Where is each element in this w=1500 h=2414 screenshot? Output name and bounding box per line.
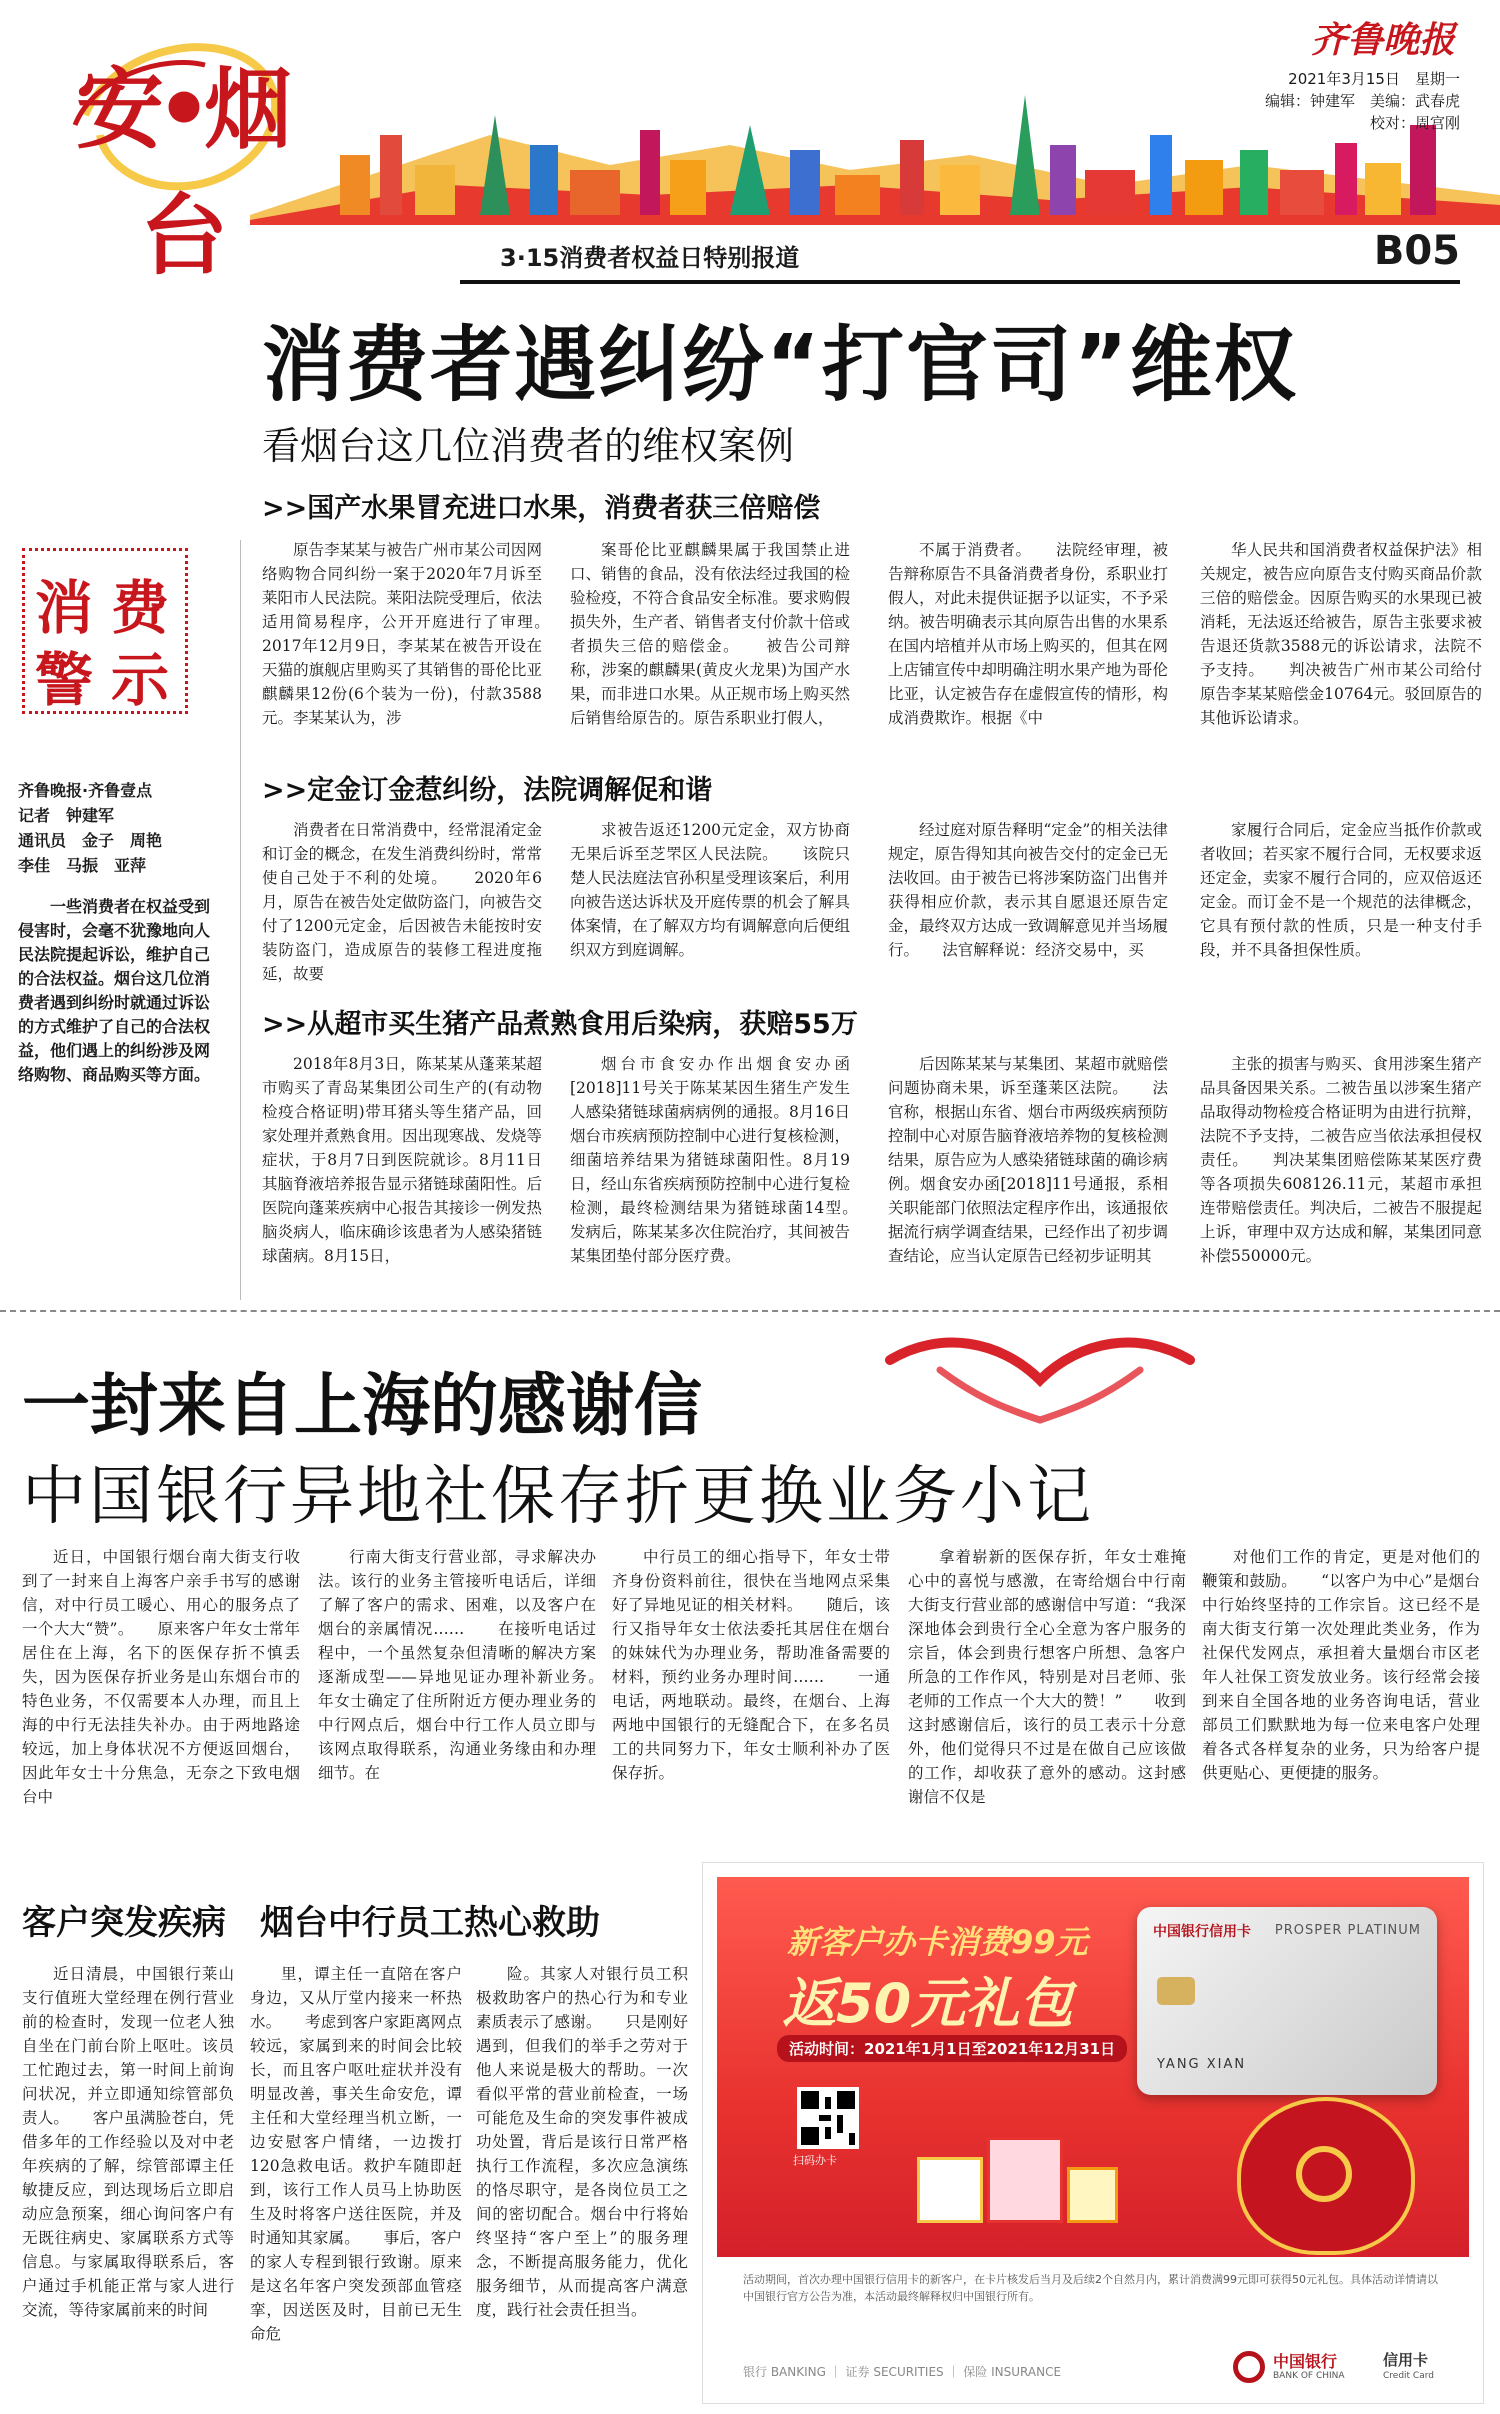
gift-box — [1067, 2167, 1118, 2223]
ad-period: 活动时间：2021年1月1日至2021年12月31日 — [777, 2035, 1127, 2062]
ad-line2: 返50元礼包 — [782, 1972, 1074, 2035]
card-label: 信用卡 — [1383, 2351, 1429, 2369]
ad-banner — [717, 1877, 1469, 2257]
heart-ribbon-icon — [880, 1320, 1200, 1430]
case1-col2: 案哥伦比亚麒麟果属于我国禁止进口、销售的食品，没有依法经过我国的检验检疫，不符合食品安全标准。要求购假损失外，生产者、销售者支付价款十倍或者损失三倍的赔偿金。 被告公司辩称，涉案的麒麟果(黄皮火龙果)为国产水果，而非进口水果。从正规市场上购买然后销售给原告的。原告系职业打假人， — [570, 541, 850, 727]
section-title: 3·15消费者权益日特别报道 — [500, 244, 800, 272]
page-number: B05 — [1373, 228, 1460, 274]
editor: 编辑：钟建军 — [1264, 92, 1355, 110]
logo — [55, 5, 305, 287]
correspondents: 通讯员 金子 周艳 — [18, 831, 163, 850]
letter-col2: 行南大街支行营业部，寻求解决办法。该行的业务主管接听电话后，详细了解了客户的需求、困难，以及客户在烟台的亲属情况…… 在接听电话过程中，一个虽然复杂但清晰的解决方案逐渐成型——异地见证办理补新业务。 年女士确定了住所附近方便办理业务的中行网点后，烟台中行工作人员立即与该网点取得联系，沟通业务缘由和办理细节。在 — [318, 1548, 596, 1782]
masthead — [0, 0, 1500, 287]
ad-fine-print: 活动期间，首次办理中国银行信用卡的新客户，在卡片核发后当月及后续2个自然月内，累计消费满99元即可获得50元礼包。具体活动详情请以中国银行官方公告为准，本活动最终解释权归中国银行所有。 — [743, 2273, 1438, 2303]
gift-box — [917, 2157, 983, 2223]
bank-logo-icon — [1296, 2146, 1352, 2202]
letter-col5: 对他们工作的肯定，更是对他们的鞭策和鼓励。 “以客户为中心”是烟台中行始终坚持的工作宗旨。这已经不是南大街支行第一次处理此类业务，作为社保代发网点，承担着大量烟台市区老年人社保工资发放业务。该行经常会接到来自全国各地的业务咨询电话，营业部员工们默默地为每一位来电客户处理着各式各样复杂的业务，只为给客户提供更贴心、更便捷的服务。 — [1202, 1548, 1480, 1782]
ad-line1: 新客户办卡消费99元 — [787, 1923, 1088, 1961]
masthead-rule — [460, 280, 1460, 284]
case3-col4: 主张的损害与购买、食用涉案生猪产品具备因果关系。二被告虽以涉案生猪产品取得动物检疫合格证明为由进行抗辩，法院不予支持，二被告应当依法承担侵权责任。 判决某集团赔偿陈某某医疗费等各项损失608126.11元，某超市承担连带赔偿责任。判决后，二被告不服提起上诉，审理中双方达成和解，某集团同意补偿550000元。 — [1200, 1055, 1482, 1265]
card-label-en: Credit Card — [1383, 2371, 1434, 2381]
card-holder: YANG XIAN — [1157, 2057, 1247, 2072]
paper-name: 齐鲁晚报 — [1310, 19, 1455, 61]
consumer-warning-stamp — [22, 548, 188, 714]
letter-subheadline: 中国银行异地社保存折更换业务小记 — [22, 1460, 1094, 1534]
stamp-char: 消 — [35, 574, 94, 642]
case1-title: >>国产水果冒充进口水果，消费者获三倍赔偿 — [262, 493, 821, 524]
stamp-char: 费 — [111, 574, 170, 642]
rescue-col3: 险。其家人对银行员工积极救助客户的热心行为和专业素质表示了感谢。 只是刚好遇到，但我们的举手之劳对于他人来说是极大的帮助。一次看似平常的营业前检查，一场可能危及生命的突发事件被成功处置，背后是该行日常严格执行工作流程，多次应急演练的恪尽职守，是各岗位员工之间的密切配合。烟台中行将始终坚持“客户至上”的服务理念，不断提高服务能力，优化服务细节，从而提高客户满意度，践行社会责任担当。 — [476, 1965, 688, 2319]
ad-footer: 银行 BANKING ｜ 证券 SECURITIES ｜ 保险 INSURANCE — [743, 2365, 1062, 2379]
lucky-bag — [1237, 2097, 1415, 2255]
weekday: 星期一 — [1414, 70, 1460, 88]
reporter: 记者 钟建军 — [18, 806, 115, 825]
case2-col1: 消费者在日常消费中，经常混淆定金和订金的概念，在发生消费纠纷时，常常使自己处于不利的处境。 2020年6月，原告在被告处定做防盗门，向被告交付了1200元定金，后因被告未能按时安装防盗门，造成原告的装修工程进度拖延，故要 — [262, 821, 542, 983]
date-line — [1288, 68, 1460, 89]
case3-col3: 后因陈某某与某集团、某超市就赔偿问题协商未果，诉至蓬莱区法院。 法官称，根据山东省、烟台市两级疾病预防控制中心对原告脑脊液培养物的复核检测结果，原告应为人感染猪链球菌的确诊病例。烟食安办函[2018]11号通报，系相关职能部门依照法定程序作出，该通报依据流行病学调查结果，已经作出了初步调查结论，应当认定原告已经初步证明其 — [888, 1055, 1168, 1265]
card-chip — [1157, 1977, 1195, 2005]
case3-col1: 2018年8月3日，陈某某从蓬莱某超市购买了青岛某集团公司生产的(有动物检疫合格证明)带耳猪头等生猪产品，回家处理并煮熟食用。因出现寒战、发烧等症状，于8月7日到医院就诊。8月11日其脑脊液培养报告显示猪链球菌阳性。后医院向蓬莱疾病中心报告其接诊一例发热脑炎病人，临床确诊该患者为人感染猪链球菌病。8月15日， — [262, 1055, 542, 1265]
credit-card-ad — [702, 1862, 1484, 2404]
case2-col4: 家履行合同后，定金应当抵作价款或者收回；若买家不履行合同，无权要求返还定金，卖家不履行合同的，应双倍返还定金。而订金不是一个规范的法律概念，它具有预付款的性质，只是一种支付手段，并不具备担保性质。 — [1200, 821, 1482, 959]
case1-col3: 不属于消费者。 法院经审理，被告辩称原告不具备消费者身份，系职业打假人，对此未提供证据予以证实，不予采纳。被告明确表示其向原告出售的水果系在国内培植并从市场上购买的，但其在网上店铺宣传中却明确注明水果产地为哥伦比亚，认定被告存在虚假宣传的情形，构成消费欺诈。根据《中 — [888, 541, 1168, 727]
case1-col4: 华人民共和国消费者权益保护法》相关规定，被告应向原告支付购买商品价款三倍的赔偿金。因原告购买的水果现已被消耗，无法返还给被告，原告主张要求被告退还货款3588元的诉讼请求，法院不予支持。 判决被告广州市某公司给付原告李某某赔偿金10764元。驳回原告的其他诉讼请求。 — [1200, 541, 1482, 727]
gift-box — [987, 2137, 1063, 2223]
letter-col4: 拿着崭新的医保存折，年女士难掩心中的喜悦与感激，在寄给烟台中行南大街支行营业部的感谢信中写道：“我深深地体会到贵行全心全意为客户服务的宗旨，体会到贵行想客户所想、急客户所急的工作作风，特别是对吕老师、张老师的工作点一个大大的赞！” 收到这封感谢信后，该行的员工表示十分意外，他们觉得只不过是在做自己应该做的工作，却收获了意外的感动。这封感谢信不仅是 — [908, 1548, 1186, 1806]
stamp-char: 警 — [35, 646, 94, 714]
qr-code-icon — [801, 2091, 855, 2145]
correspondents-2: 李佳 马振 亚萍 — [18, 856, 147, 875]
main-headline: 消费者遇纠纷“打官司”维权 — [262, 318, 1298, 413]
card-bank: 中国银行信用卡 — [1153, 1924, 1251, 1940]
boc-logo — [1233, 2347, 1463, 2391]
sidebar-lead: 一些消费者在权益受到侵害时，会毫不犹豫地向人民法院提起诉讼，维护自己的合法权益。烟台这几位消费者遇到纠纷时就通过诉讼的方式维护了自己的合法权益，他们遇上的纠纷涉及网络购物、商品购买等方面。 — [18, 897, 211, 1084]
date: 2021年3月15日 — [1288, 70, 1400, 88]
letter-col1: 近日，中国银行烟台南大街支行收到了一封来自上海客户亲手书写的感谢信，对中行员工暖心、用心的服务点了一个大大“赞”。 原来客户年女士常年居住在上海，名下的医保存折不慎丢失，因为医保存折业务是山东烟台市的特色业务，不仅需要本人办理，而且上海的中行无法挂失补办。由于两地路途较远，加上身体状况不方便返回烟台，因此年女士十分焦急，无奈之下致电烟台中 — [22, 1548, 300, 1806]
bank-name-en: BANK OF CHINA — [1273, 2371, 1345, 2381]
boc-logo-icon — [1233, 2351, 1265, 2383]
designer: 美编：武春虎 — [1369, 92, 1460, 110]
rescue-col2: 里，谭主任一直陪在客户身边，又从厅堂内接来一杯热水。 考虑到客户家距离网点较远，家属到来的时间会比较长，而且客户呕吐症状并没有明显改善，事关生命安危，谭主任和大堂经理当机立断，一边安慰客户情绪，一边拨打120急救电话。救护车随即赶到，该行工作人员马上协助医生及时将客户送往医院，并及时通知其家属。 事后，客户的家人专程到银行致谢。原来是这名年客户突发颈部血管痉挛，因送医及时，目前已无生命危 — [250, 1965, 462, 2343]
bank-name: 中国银行 — [1273, 2352, 1338, 2371]
case2-col3: 经过庭对原告释明“定金”的相关法律规定，原告得知其向被告交付的定金已无法收回。由于被告已将涉案防盗门出售并获得相应价款，表示其自愿退还原告定金，最终双方达成一致调解意见并当场履行。 法官解释说：经济交易中，买 — [888, 821, 1168, 959]
rescue-col1: 近日清晨，中国银行莱山支行值班大堂经理在例行营业前的检查时，发现一位老人独自坐在门前台阶上呕吐。该员工忙跑过去，第一时间上前询问状况，并立即通知综管部负责人。 客户虽满脸苍白，凭借多年的工作经验以及对中老年疾病的了解，综管部谭主任敏捷反应，到达现场后立即启动应急预案，细心询问客户有无既往病史、家属联系方式等信息。与家属取得联系后，客户通过手机能正常与家人进行交流，等待家属前来的时间 — [22, 1965, 234, 2319]
case3-col2: 烟台市食安办作出烟食安办函[2018]11号关于陈某某因生猪生产发生人感染猪链球菌病病例的通报。8月16日烟台市疾病预防控制中心进行复核检测，细菌培养结果为猪链球菌阳性。8月19日，经山东省疾病预防控制中心进行复检检测，最终检测结果为猪链球菌14型。 发病后，陈某某多次住院治疗，其间被告某集团垫付部分医疗费。 — [570, 1055, 850, 1265]
qr-code — [797, 2087, 859, 2149]
case1-col1: 原告李某某与被告广州市某公司因网络购物合同纠纷一案于2020年7月诉至莱阳市人民法院。莱阳法院受理后，依法适用简易程序，公开开庭进行了审理。 2017年12月9日，李某某在被告开设在天猫的旗舰店里购买了其销售的哥伦比亚麒麟果12份(6个装为一份)，付款3588元。李某某认为，涉 — [262, 541, 542, 727]
case2-title: >>定金订金惹纠纷，法院调解促和谐 — [262, 775, 713, 806]
sidebar-divider — [240, 540, 241, 1300]
logo-text: 安•烟台 — [75, 57, 285, 287]
editor-line — [1265, 90, 1460, 111]
proofreader: 校对：周宫刚 — [1369, 114, 1460, 132]
letter-col3: 中行员工的细心指导下，年女士带齐身份资料前往，很快在当地网点采集好了异地见证的相关材料。 随后，该行又指导年女士依法委托其居住在烟台的妹妹代为办理业务，帮助准备需要的材料，预约业务办理时间…… 一通电话，两地联动。最终，在烟台、上海两地中国银行的无缝配合下，在多名员工的共同努力下，年女士顺利补办了医保存折。 — [612, 1548, 890, 1782]
qr-caption: 扫码办卡 — [793, 2154, 837, 2167]
card-product: PROSPER PLATINUM — [1274, 1923, 1421, 1938]
byline-title: 齐鲁晚报·齐鲁壹点 — [18, 781, 153, 800]
case2-col2: 求被告返还1200元定金，双方协商无果后诉至芝罘区人民法院。 该院只楚人民法庭法官孙积星受理该案后，利用向被告送达诉状及开庭传票的机会了解具体案情，在了解双方均有调解意向后便组织双方到庭调解。 — [570, 821, 850, 959]
case3-title: >>从超市买生猪产品煮熟食用后染病，获赔55万 — [262, 1009, 858, 1040]
main-subheadline: 看烟台这几位消费者的维权案例 — [262, 424, 795, 468]
credit-card-image — [1137, 1907, 1437, 2095]
letter-headline: 一封来自上海的感谢信 — [22, 1367, 703, 1446]
stamp-char: 示 — [111, 646, 170, 714]
byline — [18, 778, 228, 878]
rescue-headline: 客户突发疾病 烟台中行员工热心救助 — [22, 1903, 600, 1943]
gift-boxes — [917, 2107, 1117, 2227]
section-divider — [0, 1310, 1500, 1312]
